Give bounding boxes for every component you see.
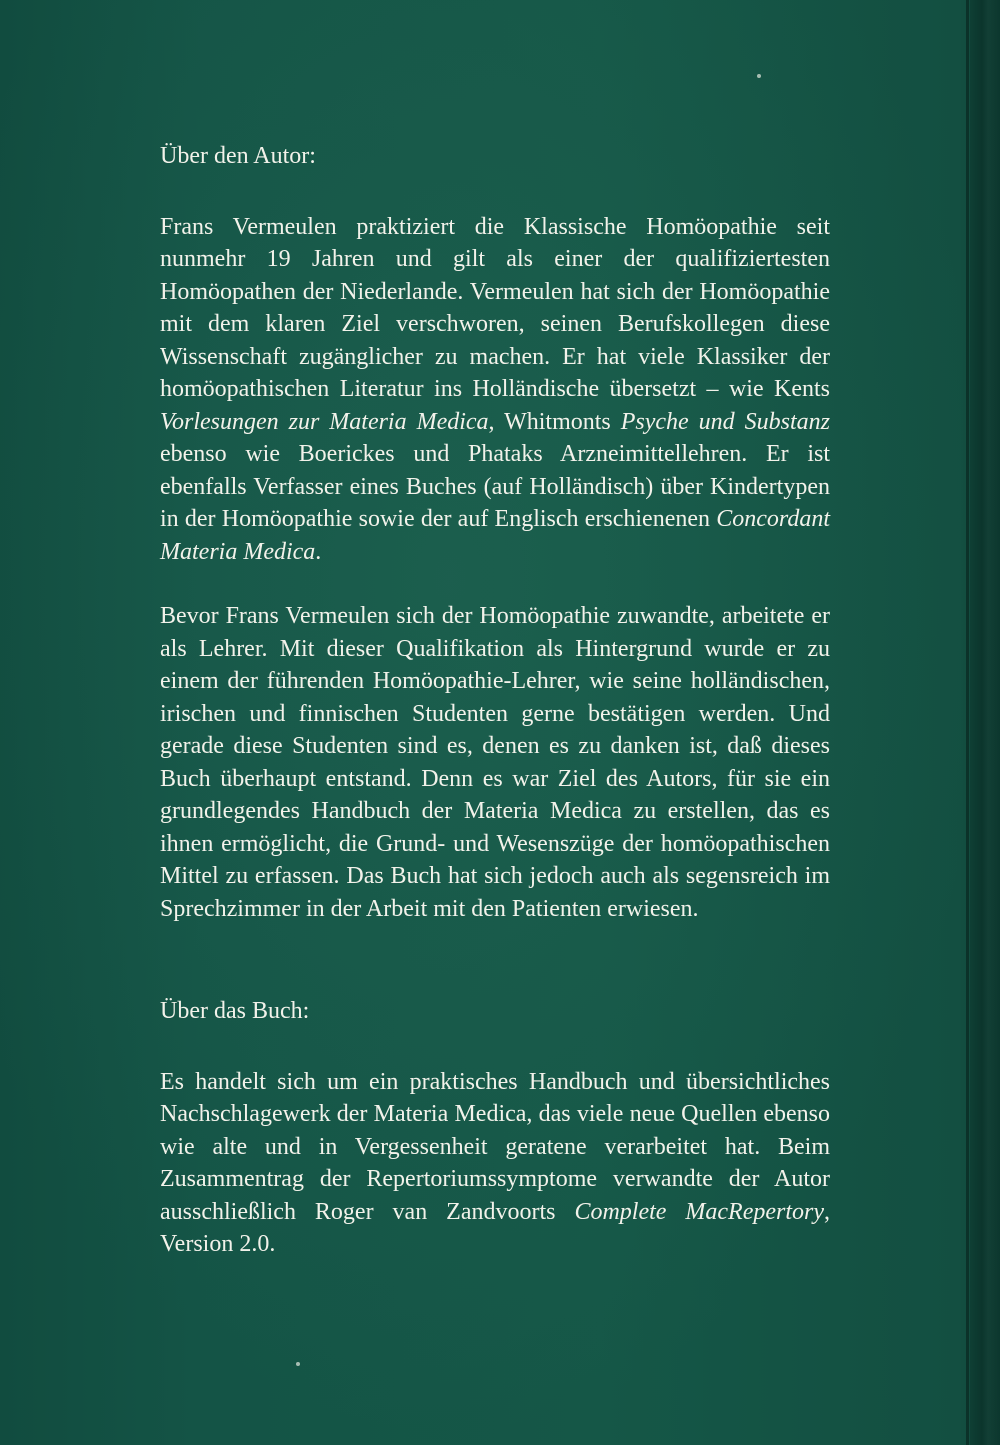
spine-edge [970, 0, 1000, 1445]
title-complete-macrepertory: Complete MacRepertory [574, 1198, 825, 1225]
cover-speck [296, 1362, 300, 1366]
book-heading: Über das Buch: [160, 998, 310, 1024]
cover-hinge [966, 0, 969, 1445]
author-paragraph-2: Bevor Frans Vermeulen sich der Homöopathie zuwandte, arbeitete er als Lehrer. Mit dieser Qualifikation als Hintergrund wurde er zu einem der führenden Homöopathie-Lehrer, wie seine holländischen, irischen und finnischen Studenten gerne bestätigen werden. Und gerade diese Studenten sind es, denen es zu danken ist, daß dieses Buch überhaupt entstand. Denn es war Ziel des Autors, für sie ein grundlegendes Handbuch der Materia Medica zu erstellen, das es ihnen ermöglicht, die Grund- und Wesenszüge der homöopathischen Mittel zu erfassen. Das Buch hat sich jedoch auch als segensreich im Sprechzimmer in der Arbeit mit den Patienten erwiesen. [160, 603, 830, 922]
author-paragraph-1: Frans Vermeulen praktiziert die Klassische Homöopathie seit nunmehr 19 Jahren und gilt als einer der qualifiziertesten Homöopathen der Niederlande. Vermeulen hat sich der Homöopathie mit dem klaren Ziel verschworen, seinen Berufskollegen diese Wissenschaft zugänglicher zu machen. Er hat viele Klassiker der homöopathischen Literatur ins Holländische übersetzt – wie Kents Vorlesungen zur Materia Medica, Whitmonts Psyche und Substanz ebenso wie Boerickes und Phataks Arzneimittellehren. Er ist ebenfalls Verfasser eines Buches (auf Holländisch) über Kindertypen in der Homöopathie sowie der auf Englisch erschienenen Concordant Materia Medica. [160, 213, 830, 565]
blurb-text [160, 140, 830, 1293]
book-paragraph-1: Es handelt sich um ein praktisches Handbuch und übersichtliches Nachschlagewerk der Materia Medica, das viele neue Quellen ebenso wie alte und in Vergessenheit geratene verarbeitet hat. Beim Zusammentrag der Repertoriumssymptome verwandte der Autor ausschließlich Roger van Zandvoorts Complete MacRepertory, Version 2.0. [160, 1068, 831, 1257]
author-heading: Über den Autor: [160, 143, 316, 169]
title-vorlesungen: Vorlesungen zur Materia Medica [160, 408, 489, 435]
title-psyche-und-substanz: Psyche und Substanz [620, 408, 830, 435]
title-concordant-materia-medica: Concordant Materia Medica [160, 506, 830, 565]
cover-speck [757, 74, 761, 78]
